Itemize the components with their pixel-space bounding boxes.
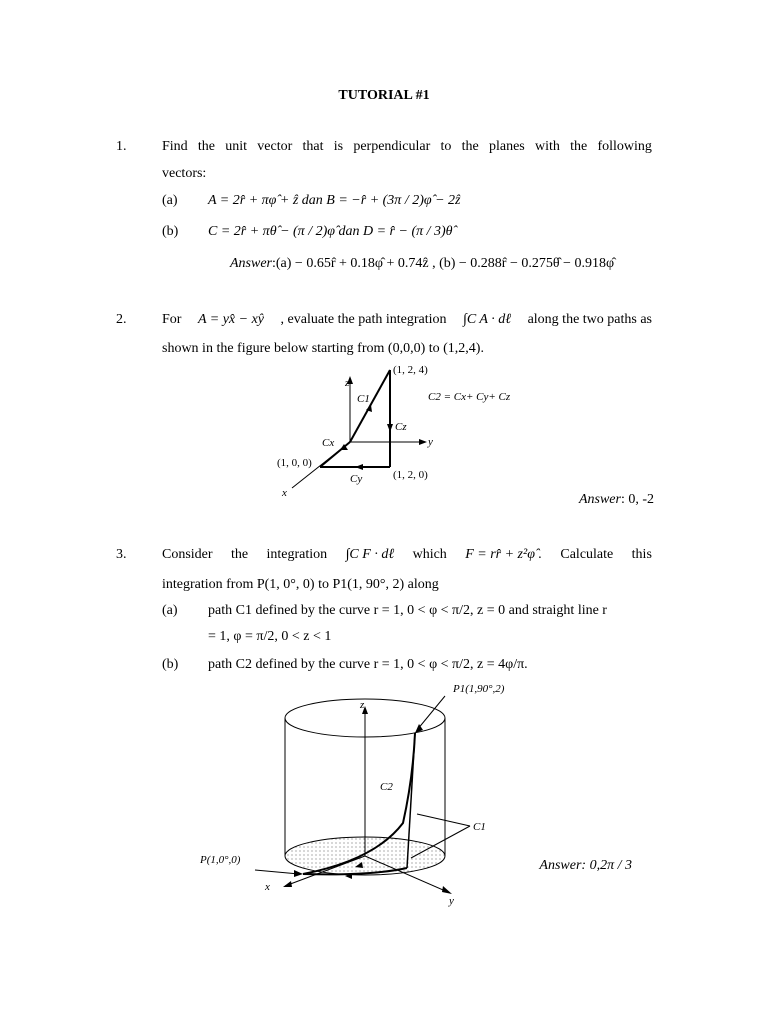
answer-value: : 0, -2 xyxy=(620,492,654,507)
label-c1: C1 xyxy=(357,393,370,405)
q2-integral: ∫C A · dℓ xyxy=(463,312,512,327)
word: is xyxy=(333,139,344,154)
answer-value: : 0,2π / 3 xyxy=(581,858,632,873)
word: the xyxy=(230,547,249,562)
answer-label: Answer xyxy=(539,858,582,873)
question-3-number: 3. xyxy=(116,547,127,562)
question-1-number: 1. xyxy=(116,139,127,154)
question-2-answer xyxy=(579,492,654,508)
question-3-answer xyxy=(539,858,632,874)
p1-pointer xyxy=(417,696,445,730)
cz-arrowhead xyxy=(387,424,393,432)
question-1-line-2: vectors: xyxy=(162,166,207,181)
answer-label: Answer xyxy=(578,492,621,507)
word: this xyxy=(631,547,652,562)
label-axis-z: z xyxy=(360,699,365,711)
word: the xyxy=(197,139,216,154)
word: Find xyxy=(162,139,188,154)
question-1-answer xyxy=(230,256,614,272)
word: unit xyxy=(225,139,248,154)
word: Consider xyxy=(162,547,213,562)
word: which xyxy=(412,547,447,562)
word: the xyxy=(461,139,479,154)
c1-pointer-upper xyxy=(417,814,470,826)
q2-text-evaluate: , evaluate the path integration xyxy=(280,312,447,327)
p-pointer xyxy=(255,870,299,874)
question-2-number: 2. xyxy=(116,312,127,327)
answer-label: Answer xyxy=(230,256,272,271)
question-3b-line-1: path C2 defined by the curve r = 1, 0 < φ < π/2, z = 4φ/π. xyxy=(208,657,528,672)
label-point-120: (1, 2, 0) xyxy=(393,469,428,481)
label-p1: P1(1,90°,2) xyxy=(453,683,505,695)
question-2-line-2: shown in the figure below starting from (0,0,0) to (1,2,4). xyxy=(162,341,484,356)
question-3a-label: (a) xyxy=(162,603,178,618)
label-axis-y: y xyxy=(449,895,454,907)
label-c2: C2 xyxy=(380,781,393,793)
label-c1: C1 xyxy=(473,821,486,833)
question-3a-line-1: path C1 defined by the curve r = 1, 0 < φ < π/2, z = 0 and straight line r xyxy=(208,603,607,618)
label-cz: Cz xyxy=(395,421,407,433)
word: following xyxy=(597,139,652,154)
word: the xyxy=(570,139,588,154)
question-3-line-1 xyxy=(162,547,652,563)
word: integration xyxy=(266,547,328,562)
label-c2-equation: C2 = Cx+ Cy+ Cz xyxy=(428,391,511,403)
question-1b-expression: C = 2r̂ + πθ̂ − (π / 2)φ̂ dan D = r̂ − (π / 3)θ̂ xyxy=(208,224,453,239)
word: ∫C F · dℓ xyxy=(345,547,395,562)
word: perpendicular xyxy=(353,139,431,154)
answer-value: :(a) − 0.65r̂ + 0.18φ̂ + 0.74ẑ , (b) − 0.288r̂ − 0.275θ̂ − 0.918φ̂ xyxy=(272,256,615,271)
question-2-figure xyxy=(260,360,560,500)
label-axis-y: y xyxy=(428,436,433,448)
p-arrowhead xyxy=(294,870,303,877)
q2-vector-a: A = yx̂ − xŷ xyxy=(197,312,265,327)
question-1-line-1 xyxy=(162,139,652,155)
word: with xyxy=(534,139,560,154)
question-3-figure xyxy=(195,678,525,908)
question-2-line-1 xyxy=(162,312,652,328)
word: planes xyxy=(488,139,525,154)
y-arrowhead xyxy=(442,886,452,894)
label-axis-x: x xyxy=(282,487,287,499)
question-3-line-2: integration from P(1, 0°, 0) to P1(1, 90°, 2) along xyxy=(162,577,439,592)
label-cy: Cy xyxy=(350,473,363,485)
page-title: TUTORIAL #1 xyxy=(338,88,430,103)
question-1a-label: (a) xyxy=(162,193,178,208)
label-p: P(1,0°,0) xyxy=(200,854,241,866)
cy-arrowhead xyxy=(355,464,363,470)
word: F = rr̂ + z²φ̂ . xyxy=(465,547,542,562)
label-point-100: (1, 0, 0) xyxy=(277,457,312,469)
question-1a-expression: A = 2r̂ + πφ̂ + ẑ dan B = −r̂ + (3π / 2)φ̂ − 2ẑ xyxy=(208,193,461,208)
word: that xyxy=(302,139,324,154)
word: vector xyxy=(257,139,293,154)
q2-text-for: For xyxy=(162,312,182,327)
question-3b-label: (b) xyxy=(162,657,179,672)
label-axis-x: x xyxy=(265,881,270,893)
word: Calculate xyxy=(560,547,614,562)
x-arrowhead xyxy=(283,881,292,887)
label-point-124: (1, 2, 4) xyxy=(393,364,428,376)
label-axis-z: z xyxy=(345,377,350,389)
y-arrowhead xyxy=(419,439,427,445)
question-1b-label: (b) xyxy=(162,224,179,239)
label-cx: Cx xyxy=(322,437,335,449)
word: to xyxy=(440,139,452,154)
q2-text-along: along the two paths as xyxy=(527,312,652,327)
question-3a-line-2: = 1, φ = π/2, 0 < z < 1 xyxy=(208,629,332,644)
